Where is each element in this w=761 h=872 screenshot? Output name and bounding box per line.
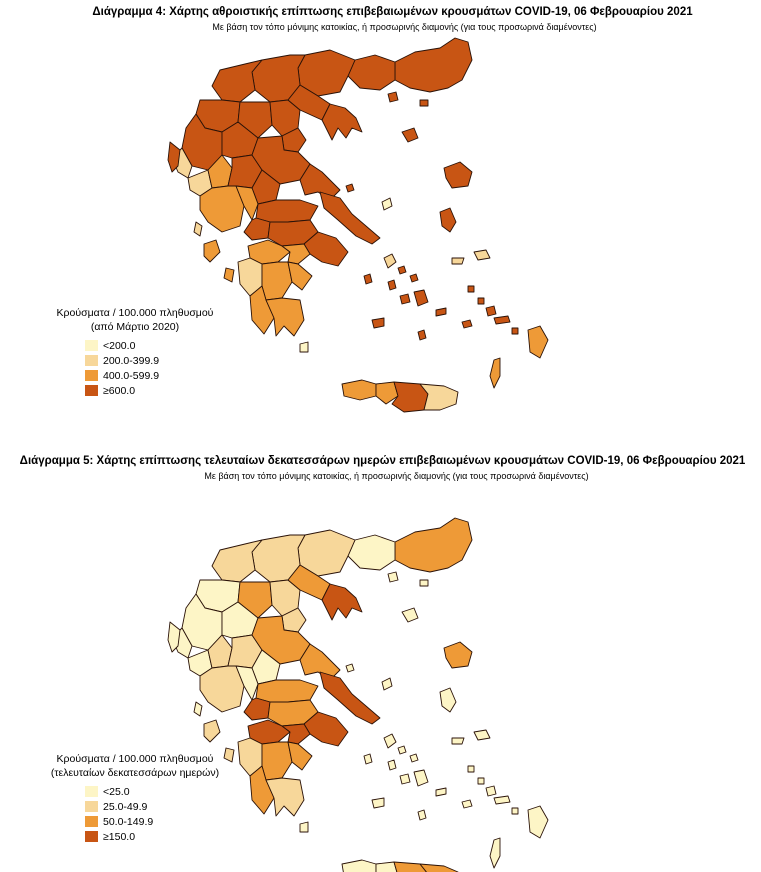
region-skiathos: [346, 184, 354, 192]
region-kalymnos: [486, 786, 496, 796]
legend-item: [85, 829, 250, 844]
region-limnos: [402, 608, 418, 622]
legend-item: [85, 784, 250, 799]
region-ikaria: [452, 258, 464, 264]
region-mykonos: [410, 274, 418, 282]
map1-legend-subtitle: (από Μάρτιο 2020): [90, 321, 180, 333]
region-chios: [440, 688, 456, 712]
region-thrace-east: [395, 518, 472, 572]
region-kythira: [300, 342, 308, 352]
map1-legend-title: Κρούσματα / 100.000 πληθυσμού: [56, 307, 214, 319]
region-kythira: [300, 822, 308, 832]
region-aitoloakarnania: [200, 186, 244, 232]
region-skyros: [382, 678, 392, 690]
region-samothraki: [420, 100, 428, 106]
region-astypalaia: [462, 800, 472, 808]
region-karpathos: [490, 838, 500, 868]
legend-label: <25.0: [103, 785, 130, 798]
legend-item: [85, 383, 230, 398]
legend-swatch: [85, 385, 98, 396]
region-lasithi: [420, 864, 458, 872]
map2-legend-title: Κρούσματα / 100.000 πληθυσμού: [56, 753, 214, 765]
region-milos: [372, 318, 384, 328]
region-rhodes: [528, 806, 548, 838]
region-chalkidiki: [322, 104, 362, 140]
region-arkadia: [262, 262, 292, 300]
region-nisyros: [512, 328, 518, 334]
region-chania: [342, 860, 376, 872]
region-naxos: [414, 770, 428, 786]
region-chios: [440, 208, 456, 232]
region-patmos: [468, 286, 474, 292]
map2-legend-subtitle: (τελευταίων δεκατεσσάρων ημερών): [50, 767, 220, 779]
legend-swatch: [85, 831, 98, 842]
map1-title: Διάγραμμα 4: Χάρτης αθροιστικής επίπτωσης επιβεβαιωμένων κρουσμάτων COVID-19, 06 Φεβρουαρίου 2021: [92, 6, 693, 18]
legend-label: <200.0: [103, 339, 136, 352]
region-syros: [388, 280, 396, 290]
region-tinos: [398, 266, 406, 274]
map2-title: Διάγραμμα 5: Χάρτης επίπτωσης τελευταίων δεκατεσσάρων ημερών επιβεβαιωμένων κρουσμάτων COVID-19, 06 Φεβρουαρίου 2021: [19, 455, 746, 467]
region-samos: [474, 250, 490, 260]
legend-label: ≥150.0: [103, 830, 136, 843]
legend-label: 50.0-149.9: [103, 815, 154, 828]
region-skyros: [382, 198, 392, 210]
region-leros: [478, 298, 484, 304]
region-thasos: [388, 92, 398, 102]
legend-swatch: [85, 816, 98, 827]
region-kos: [494, 316, 510, 324]
region-amorgos: [436, 788, 446, 796]
region-thrace-east: [395, 38, 472, 92]
region-paros: [400, 294, 410, 304]
region-fthiotida: [256, 680, 318, 702]
legend-item: [85, 353, 230, 368]
region-kea: [364, 754, 372, 764]
region-leros: [478, 778, 484, 784]
region-limnos: [402, 128, 418, 142]
map2-subtitle: Με βάση τον τόπο μόνιμης κατοικίας, ή προσωρινής διαμονής (για τους προσωρινά διαμένοντες): [204, 471, 589, 481]
region-nisyros: [512, 808, 518, 814]
legend-label: 400.0-599.9: [103, 369, 160, 382]
region-syros: [388, 760, 396, 770]
region-lesvos: [444, 642, 472, 668]
legend-swatch: [85, 801, 98, 812]
region-santorini: [418, 810, 426, 820]
region-milos: [372, 798, 384, 808]
map1-subtitle: Με βάση τον τόπο μόνιμης κατοικίας, ή προσωρινής διαμονής (για τους προσωρινά διαμένοντες): [212, 22, 597, 32]
region-kea: [364, 274, 372, 284]
region-naxos: [414, 290, 428, 306]
region-rhodes: [528, 326, 548, 358]
region-chania: [342, 380, 376, 400]
region-santorini: [418, 330, 426, 340]
region-argolida: [288, 742, 312, 770]
region-ikaria: [452, 738, 464, 744]
region-thasos: [388, 572, 398, 582]
region-paros: [400, 774, 410, 784]
region-kos: [494, 796, 510, 804]
region-fokida: [244, 218, 270, 240]
region-argolida: [288, 262, 312, 290]
legend-item: [85, 338, 230, 353]
legend-item: [85, 368, 230, 383]
legend-swatch: [85, 370, 98, 381]
region-fokida: [244, 698, 270, 720]
legend-swatch: [85, 786, 98, 797]
region-arkadia: [262, 742, 292, 780]
region-astypalaia: [462, 320, 472, 328]
legend-label: 25.0-49.9: [103, 800, 148, 813]
region-zakynthos: [224, 268, 234, 282]
region-kefalonia: [204, 720, 220, 742]
legend-swatch: [85, 355, 98, 366]
region-tinos: [398, 746, 406, 754]
legend-item: [85, 799, 250, 814]
region-mykonos: [410, 754, 418, 762]
legend-label: ≥600.0: [103, 384, 136, 397]
region-skiathos: [346, 664, 354, 672]
region-samos: [474, 730, 490, 740]
region-chalkidiki: [322, 584, 362, 620]
region-aitoloakarnania: [200, 666, 244, 712]
region-kalymnos: [486, 306, 496, 316]
legend-swatch: [85, 340, 98, 351]
region-karpathos: [490, 358, 500, 388]
region-samothraki: [420, 580, 428, 586]
legend-item: [85, 814, 250, 829]
region-kefalonia: [204, 240, 220, 262]
region-andros: [384, 254, 396, 268]
region-fthiotida: [256, 200, 318, 222]
region-lefkada: [194, 702, 202, 716]
region-lefkada: [194, 222, 202, 236]
map1-legend: [40, 306, 230, 398]
legend-label: 200.0-399.9: [103, 354, 160, 367]
region-lesvos: [444, 162, 472, 188]
region-patmos: [468, 766, 474, 772]
region-amorgos: [436, 308, 446, 316]
region-andros: [384, 734, 396, 748]
map2-legend: [20, 752, 250, 844]
